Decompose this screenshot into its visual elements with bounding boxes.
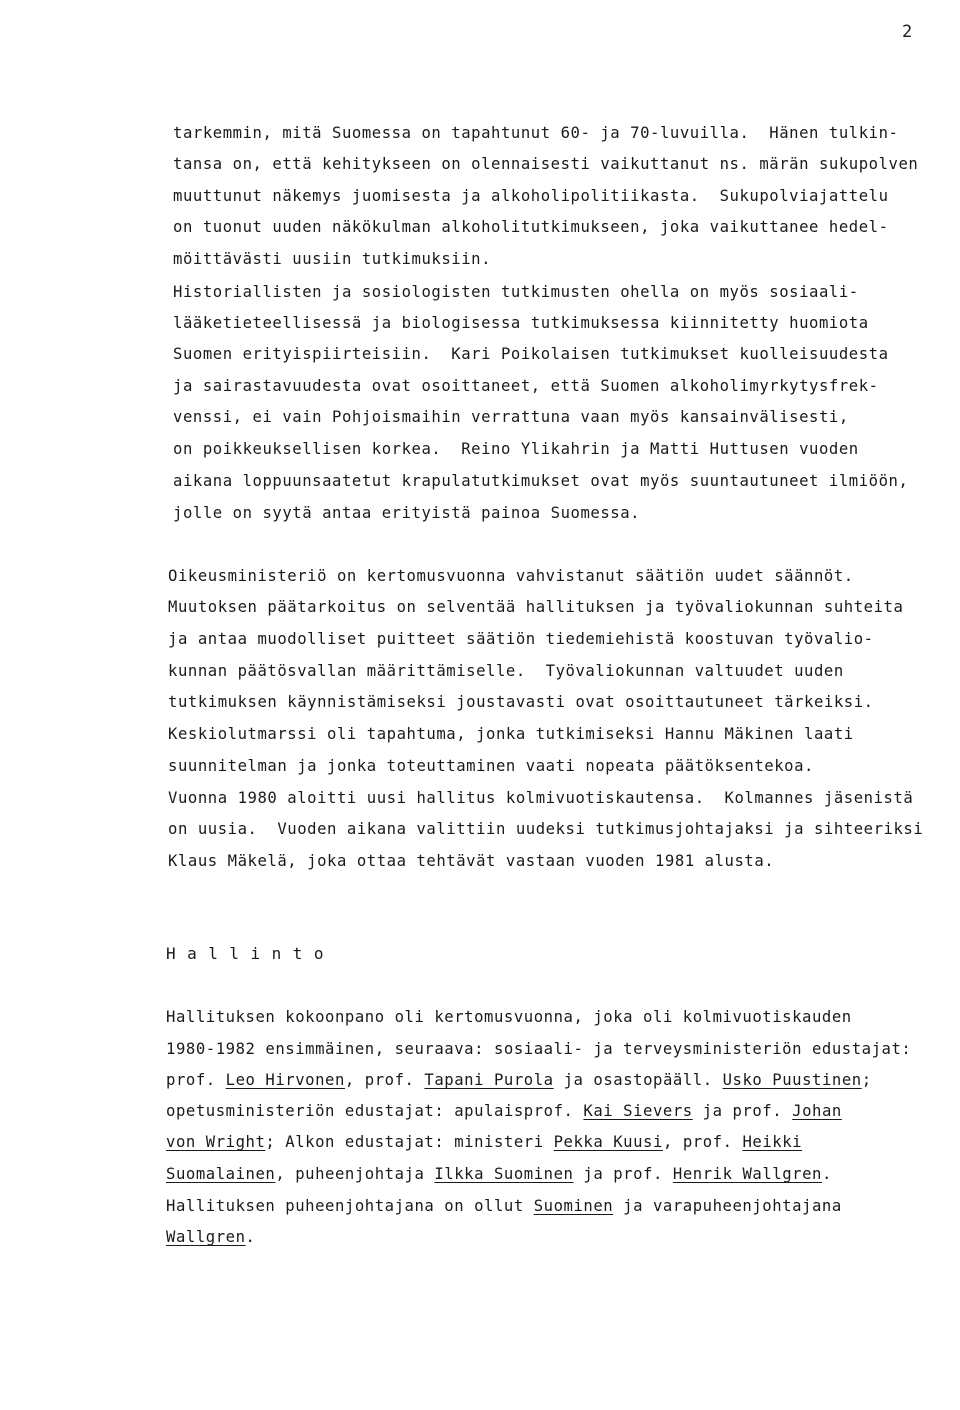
text-line: on uusia. Vuoden aikana valittiin uudeksi tutkimusjohtajaksi ja sihteeriksi: [168, 820, 924, 838]
text-run: ja osastopääll.: [553, 1071, 723, 1089]
text-line: möittävästi uusiin tutkimuksiin.: [173, 250, 492, 268]
text-line: Muutoksen päätarkoitus on selventää hallituksen ja työvaliokunnan suhteita: [168, 598, 904, 616]
text-run: .: [245, 1228, 256, 1246]
person-name: Leo Hirvonen: [225, 1071, 345, 1089]
text-line: [166, 1196, 842, 1216]
text-run: , prof.: [344, 1071, 425, 1089]
text-run: , prof.: [662, 1133, 743, 1151]
text-run: ja prof.: [692, 1102, 793, 1120]
text-line: venssi, ei vain Pohjoismaihin verrattuna vaan myös kansainvälisesti,: [173, 408, 849, 426]
text-line: [166, 1227, 255, 1247]
text-run: ja varapuheenjohtajana: [613, 1197, 842, 1215]
person-name: Kai Sievers: [583, 1102, 693, 1120]
text-line: lääketieteellisessä ja biologisessa tutkimuksessa kiinnitetty huomiota: [173, 314, 869, 332]
text-line: [166, 1164, 832, 1184]
person-name: Wallgren: [166, 1228, 246, 1246]
person-name: Henrik Wallgren: [672, 1165, 822, 1183]
text-run: opetusministeriön edustajat: apulaisprof.: [166, 1102, 584, 1120]
text-line: Klaus Mäkelä, joka ottaa tehtävät vastaan vuoden 1981 alusta.: [168, 852, 775, 870]
text-line: Historiallisten ja sosiologisten tutkimusten ohella on myös sosiaali-: [173, 283, 859, 301]
text-line: 1980-1982 ensimmäinen, seuraava: sosiaali- ja terveysministeriön edustajat:: [166, 1040, 912, 1058]
text-line: [166, 1132, 802, 1152]
text-line: Suomen erityispiirteisiin. Kari Poikolaisen tutkimukset kuolleisuudesta: [173, 345, 889, 363]
person-name: Suominen: [533, 1197, 614, 1215]
text-line: Oikeusministeriö on kertomusvuonna vahvistanut säätiön uudet säännöt.: [168, 567, 854, 585]
text-run: .: [821, 1165, 832, 1183]
person-name: Johan: [792, 1102, 842, 1120]
text-line: jolle on syytä antaa erityistä painoa Suomessa.: [173, 504, 641, 522]
text-line: suunnitelman ja jonka toteuttaminen vaati nopeata päätöksentekoa.: [168, 757, 814, 775]
text-line: ja antaa muodolliset puitteet säätiön tiedemiehistä koostuvan työvalio-: [168, 630, 874, 648]
person-name: Ilkka Suominen: [434, 1165, 574, 1183]
text-line: tarkemmin, mitä Suomessa on tapahtunut 60- ja 70-luvuilla. Hänen tulkin-: [173, 124, 899, 142]
text-line: on poikkeuksellisen korkea. Reino Ylikahrin ja Matti Huttusen vuoden: [173, 440, 859, 458]
text-run: Hallituksen puheenjohtajana on ollut: [166, 1197, 534, 1215]
text-run: , puheenjohtaja: [275, 1165, 435, 1183]
person-name: Usko Puustinen: [722, 1071, 862, 1089]
text-line: muuttunut näkemys juomisesta ja alkoholipolitiikasta. Sukupolviajattelu: [173, 187, 889, 205]
text-run: ja prof.: [573, 1165, 673, 1183]
person-name: Pekka Kuusi: [553, 1133, 663, 1151]
text-line: tansa on, että kehitykseen on olennaisesti vaikuttanut ns. märän sukupolven: [173, 155, 919, 173]
person-name: Tapani Purola: [424, 1071, 554, 1089]
page-number: 2: [902, 22, 913, 42]
section-heading: Hallinto: [166, 944, 336, 963]
text-line: aikana loppuunsaatetut krapulatutkimukset ovat myös suuntautuneet ilmiöön,: [173, 472, 909, 490]
text-run: ; Alkon edustajat: ministeri: [265, 1133, 554, 1151]
text-line: on tuonut uuden näkökulman alkoholitutkimukseen, joka vaikuttanee hedel-: [173, 218, 889, 236]
text-line: kunnan päätösvallan määrittämiselle. Työvaliokunnan valtuudet uuden: [168, 662, 844, 680]
text-line: tutkimuksen käynnistämiseksi joustavasti ovat osoittautuneet tärkeiksi.: [168, 693, 874, 711]
person-name: Heikki: [742, 1133, 803, 1151]
text-run: prof.: [166, 1071, 226, 1089]
text-line: Keskiolutmarssi oli tapahtuma, jonka tutkimiseksi Hannu Mäkinen laati: [168, 725, 854, 743]
text-line: Hallituksen kokoonpano oli kertomusvuonna, joka oli kolmivuotiskauden: [166, 1008, 852, 1026]
text-line: Vuonna 1980 aloitti uusi hallitus kolmivuotiskautensa. Kolmannes jäsenistä: [168, 789, 914, 807]
text-line: [166, 1070, 872, 1090]
text-run: ;: [861, 1071, 872, 1089]
person-name: Suomalainen: [166, 1165, 276, 1183]
text-line: [166, 1101, 842, 1121]
person-name: von Wright: [166, 1133, 266, 1151]
text-line: ja sairastavuudesta ovat osoittaneet, että Suomen alkoholimyrkytysfrek-: [173, 377, 879, 395]
